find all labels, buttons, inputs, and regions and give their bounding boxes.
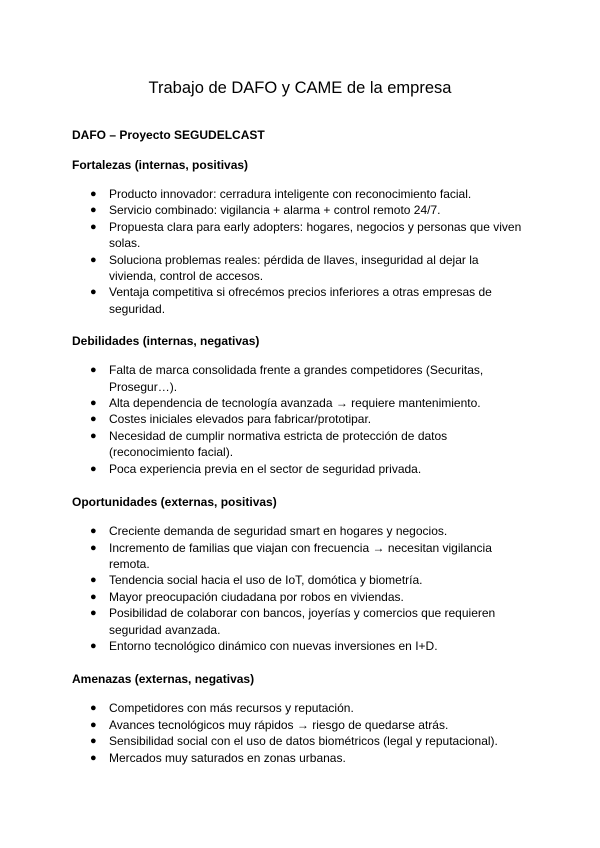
- list-item-text: Mercados muy saturados en zonas urbanas.: [109, 750, 346, 765]
- section-debilidades: [72, 333, 528, 477]
- list-item: [72, 186, 528, 202]
- list-item-text: Tendencia social hacia el uso de IoT, domótica y biometría.: [109, 573, 423, 588]
- list-item-text: Propuesta clara para early adopters: hogares, negocios y personas que viven solas.: [109, 219, 522, 251]
- bullet-icon: ●: [90, 751, 97, 764]
- bullet-icon: ●: [90, 413, 97, 426]
- list-item: [72, 252, 528, 285]
- section-heading-debilidades: Debilidades (internas, negativas): [72, 334, 260, 349]
- list-item: [72, 589, 528, 605]
- list-item: [72, 202, 528, 218]
- section-oportunidades: [72, 494, 528, 654]
- bullet-icon: ●: [90, 286, 97, 299]
- list-item-text: Necesidad de cumplir normativa estricta de protección de datos (reconocimiento facial).: [109, 428, 448, 460]
- bullet-icon: ●: [90, 188, 97, 200]
- oportunidades-list: [72, 523, 528, 654]
- list-item: [72, 733, 528, 749]
- list-item-text: Soluciona problemas reales: pérdida de llaves, inseguridad al dejar la vivienda, control de accesos.: [109, 252, 479, 284]
- list-item: [72, 362, 528, 395]
- list-item: [72, 284, 528, 317]
- list-item: [72, 605, 528, 638]
- list-item: [72, 219, 528, 252]
- bullet-icon: ●: [90, 253, 97, 266]
- project-heading: DAFO – Proyecto SEGUDELCAST: [72, 128, 265, 142]
- document-title: Trabajo de DAFO y CAME de la empresa: [148, 79, 452, 97]
- debilidades-list: [72, 362, 528, 477]
- section-heading-amenazas: Amenazas (externas, negativas): [72, 672, 255, 687]
- list-item-text: Costes iniciales elevados para fabricar/prototipar.: [109, 412, 372, 427]
- fortalezas-list: [72, 186, 528, 317]
- list-item-text: Creciente demanda de seguridad smart en hogares y negocios.: [109, 524, 448, 539]
- amenazas-list: [72, 700, 528, 766]
- list-item-text: Mayor preocupación ciudadana por robos en viviendas.: [109, 589, 404, 604]
- list-item-text: Poca experiencia previa en el sector de seguridad privada.: [109, 461, 422, 476]
- list-item: [72, 540, 528, 573]
- list-item: [72, 750, 528, 766]
- list-item-text: Posibilidad de colaborar con bancos, joyerías y comercios que requieren seguridad avanzada.: [109, 606, 496, 637]
- bullet-icon: ●: [90, 590, 97, 603]
- list-item: [72, 700, 528, 716]
- bullet-icon: ●: [90, 462, 97, 475]
- bullet-icon: ●: [90, 718, 97, 731]
- bullet-icon: ●: [90, 702, 97, 715]
- list-item-text: Ventaja competitiva si ofrecémos precios inferiores a otras empresas de seguridad.: [109, 285, 492, 316]
- list-item: [72, 461, 528, 477]
- section-heading-oportunidades: Oportunidades (externas, positivas): [72, 495, 277, 510]
- bullet-icon: ●: [90, 639, 97, 652]
- list-item-text: Avances tecnológicos muy rápidos → riesgo de quedarse atrás.: [109, 717, 449, 732]
- bullet-icon: ●: [90, 607, 97, 620]
- list-item-text: Entorno tecnológico dinámico con nuevas inversiones en I+D.: [109, 638, 438, 653]
- list-item: [72, 717, 528, 733]
- list-item: [72, 411, 528, 427]
- bullet-icon: ●: [90, 429, 97, 442]
- list-item-text: Sensibilidad social con el uso de datos biométricos (legal y reputacional).: [109, 734, 498, 749]
- list-item: [72, 395, 528, 411]
- bullet-icon: ●: [90, 525, 97, 538]
- section-fortalezas: [72, 157, 528, 317]
- list-item: [72, 523, 528, 539]
- list-item-text: Servicio combinado: vigilancia + alarma + control remoto 24/7.: [109, 203, 441, 218]
- list-item-text: Incremento de familias que viajan con frecuencia → necesitan vigilancia remota.: [109, 540, 492, 571]
- list-item-text: Alta dependencia de tecnología avanzada → requiere mantenimiento.: [109, 396, 481, 411]
- bullet-icon: ●: [90, 574, 97, 587]
- list-item: [72, 428, 528, 461]
- bullet-icon: ●: [90, 204, 97, 217]
- bullet-icon: ●: [90, 397, 97, 410]
- list-item: [72, 638, 528, 654]
- section-heading-fortalezas: Fortalezas (internas, positivas): [72, 158, 249, 172]
- list-item: [72, 572, 528, 588]
- bullet-icon: ●: [90, 220, 97, 233]
- bullet-icon: ●: [90, 364, 97, 377]
- list-item-text: Producto innovador: cerradura inteligente con reconocimiento facial.: [109, 187, 472, 201]
- list-item-text: Falta de marca consolidada frente a grandes competidores (Securitas, Prosegur…).: [109, 363, 484, 394]
- bullet-icon: ●: [90, 735, 97, 748]
- list-item-text: Competidores con más recursos y reputación.: [109, 701, 354, 716]
- bullet-icon: ●: [90, 541, 97, 554]
- section-amenazas: [72, 671, 528, 766]
